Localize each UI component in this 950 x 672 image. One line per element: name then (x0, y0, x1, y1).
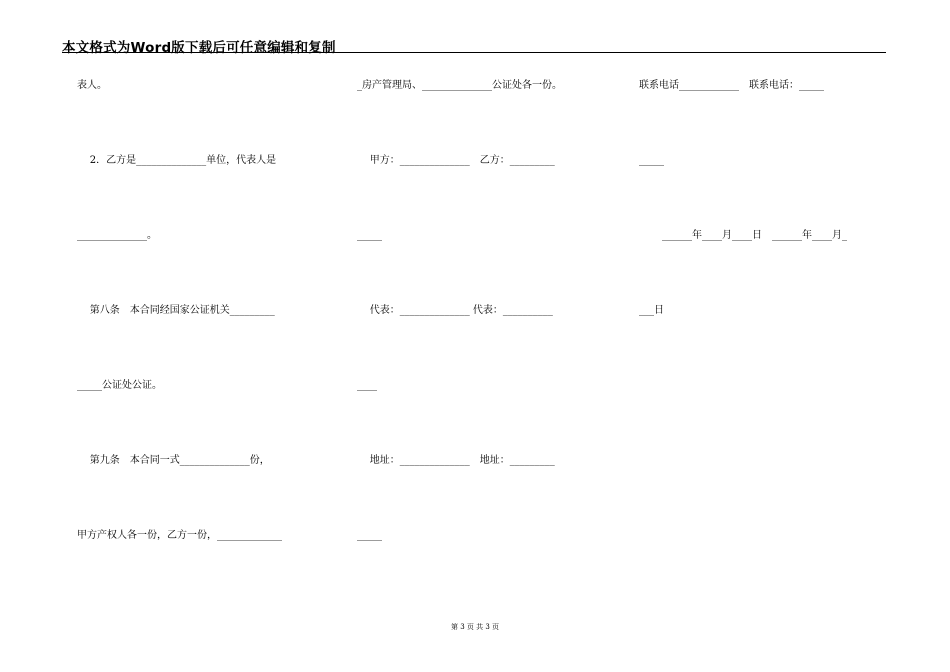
col1-line-2: 2．乙方是______________单位，代表人是 (77, 155, 277, 166)
col1-line-6: 第九条 本合同一式______________份， (77, 455, 270, 466)
col1-line-5: _____公证处公证。 (77, 380, 162, 391)
col1-line-1: 表人。 (77, 80, 107, 91)
col2-line-4: 代表：______________ 代表：__________ (357, 305, 553, 316)
col2-line-7: _____ (357, 530, 382, 541)
col3-line-2: _____ (639, 155, 664, 166)
document-header-title: 本文格式为Word版下载后可任意编辑和复制 (62, 40, 336, 56)
page-footer: 第 3 页 共 3 页 (450, 623, 500, 631)
col1-line-7: 甲方产权人各一份，乙方一份，_____________ (77, 530, 282, 541)
col1-line-3: ______________。 (77, 230, 157, 241)
col3-line-1: 联系电话____________ 联系电话：_____ (639, 80, 824, 91)
col3-line-3: ______年____月____日 ______年____月_ (662, 230, 847, 241)
col2-line-5: ____ (357, 380, 377, 391)
col2-line-1: _房产管理局、______________公证处各一份。 (357, 80, 562, 91)
col3-line-4: ___日 (639, 305, 664, 316)
header-divider (62, 52, 886, 53)
col2-line-6: 地址：______________ 地址：_________ (357, 455, 555, 466)
col2-line-2: 甲方：______________ 乙方：_________ (357, 155, 555, 166)
col1-line-4: 第八条 本合同经国家公证机关_________ (77, 305, 275, 316)
col2-line-3: _____ (357, 230, 382, 241)
